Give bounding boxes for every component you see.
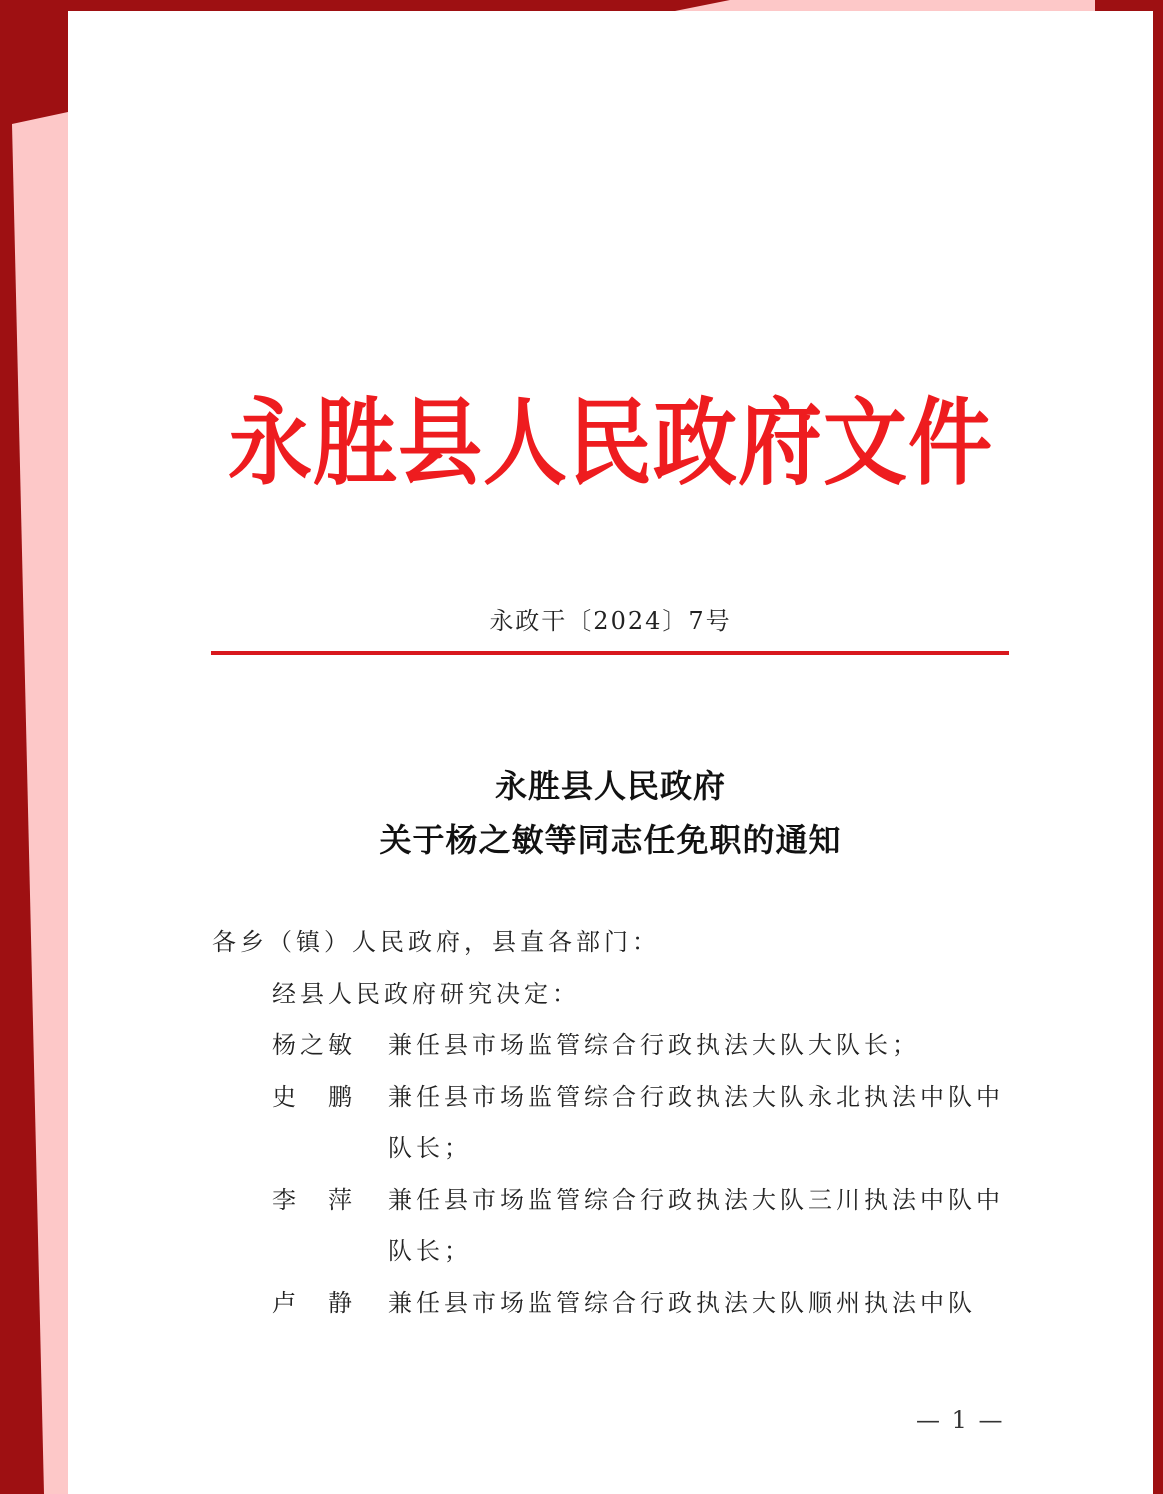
appointment-item — [212, 1175, 1012, 1278]
appointee-name: 卢 静 — [272, 1288, 356, 1317]
document-body — [212, 917, 1012, 1329]
document-header: 永胜县人民政府文件 — [227, 387, 993, 498]
appointee-name: 李 萍 — [272, 1185, 356, 1214]
page-number: — 1 — — [916, 1406, 1005, 1434]
appointment-duty: 兼任县市场监管综合行政执法大队三川执法中队中队长； — [388, 1185, 1004, 1265]
document-number: 永政干〔2024〕7号 — [489, 607, 732, 635]
appointment-item — [212, 1072, 1012, 1175]
document-title — [68, 759, 1153, 867]
intro-text: 经县人民政府研究决定： — [272, 979, 580, 1008]
title-line-1: 永胜县人民政府 — [494, 767, 726, 805]
appointment-item — [212, 1020, 1012, 1072]
red-divider — [211, 651, 1009, 655]
appointee-name: 杨之敏 — [272, 1031, 356, 1059]
appointee-name: 史 鹏 — [272, 1082, 356, 1111]
appointment-duty: 兼任县市场监管综合行政执法大队永北执法中队中队长； — [388, 1082, 1004, 1162]
addressee: 各乡（镇）人民政府，县直各部门： — [212, 928, 660, 956]
appointment-duty: 兼任县市场监管综合行政执法大队顺州执法中队 — [388, 1288, 976, 1317]
appointment-duty: 兼任县市场监管综合行政执法大队大队长； — [388, 1031, 920, 1059]
document-page — [68, 11, 1153, 1494]
appointment-item — [212, 1278, 1012, 1330]
title-line-2: 关于杨之敏等同志任免职的通知 — [379, 821, 842, 859]
